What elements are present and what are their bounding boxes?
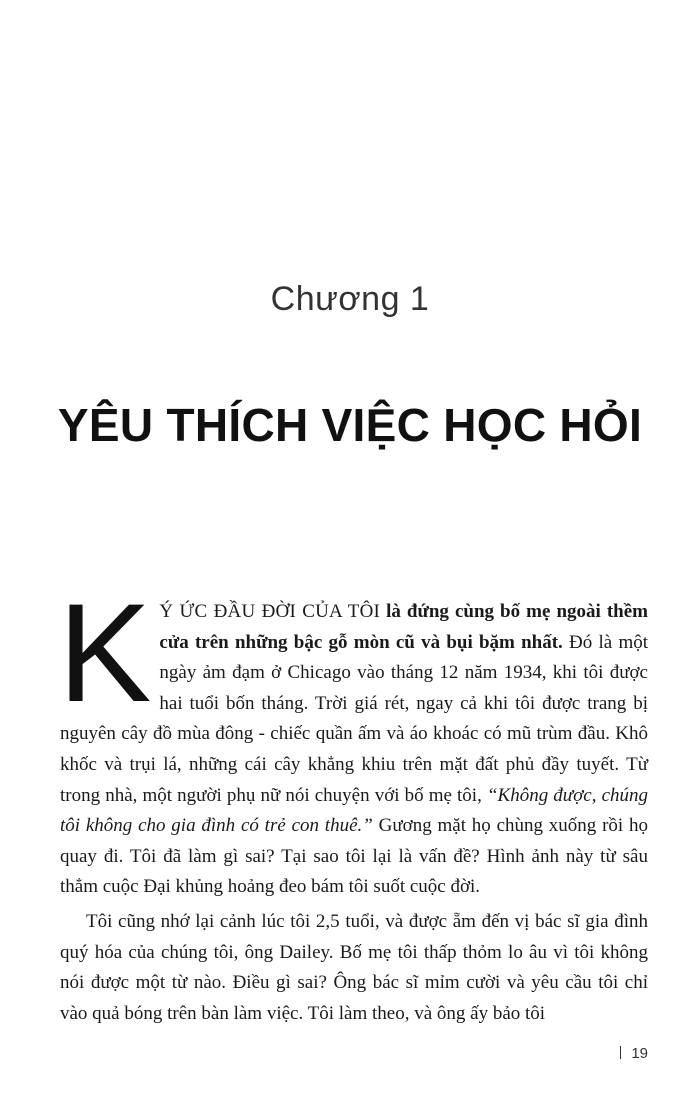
drop-cap: K	[58, 574, 152, 731]
footer-separator	[620, 1046, 621, 1059]
quoted-speech: “Không được, chúng tôi không cho gia đình có trẻ con thuê.”	[60, 784, 649, 837]
paragraph-2-text: Tôi cũng nhớ lại cảnh lúc tôi 2,5 tuổi, và được ẵm đến vị bác sĩ gia đình quý hóa của chúng tôi, ông Dailey. Bố mẹ tôi thấp thỏm lo âu vì tôi không nói được một từ nào. Điều gì sai? Ông bác sĩ mỉm cười và yêu cầu tôi chỉ vào quả bóng trên bàn làm việc. Tôi làm theo, và ông ấy bảo tôi	[60, 910, 648, 1024]
paragraph-1	[58, 574, 649, 903]
body-text	[58, 574, 649, 1029]
paragraph-2	[60, 907, 648, 1029]
page-footer	[620, 1045, 648, 1062]
paragraph-1-text-b: Gương mặt họ chùng xuống rồi họ quay đi. Tôi đã làm gì sai? Tại sao tôi lại là vấn đề? Hình ảnh này từ sâu thẳm cuộc Đại khủng hoảng đeo bám tôi suốt cuộc đời.	[60, 815, 648, 898]
chapter-title: YÊU THÍCH VIỆC HỌC HỎI	[57, 399, 643, 451]
page-number: 19	[631, 1045, 648, 1062]
bold-lead: là đứng cùng bố mẹ ngoài thềm cửa trên những bậc gỗ mòn cũ và bụi bặm nhất.	[159, 601, 648, 653]
lead-caps: Ý ỨC ĐẦU ĐỜI CỦA TÔI	[159, 601, 381, 622]
chapter-label: Chương 1	[270, 280, 430, 318]
paragraph-1-text-a: Đó là một ngày ảm đạm ở Chicago vào tháng 12 năm 1934, khi tôi được hai tuổi bốn tháng. Trời giá rét, ngay cả khi tôi được trang bị nguyên cây đồ mùa đông - chiếc quần ấm và áo khoác có mũ trùm đầu. Khô khốc và trụi lá, những cái cây khẳng khiu trên mặt đất phủ đầy tuyết. Từ trong nhà, một người phụ nữ nói chuyện với bố mẹ tôi,	[60, 631, 648, 806]
